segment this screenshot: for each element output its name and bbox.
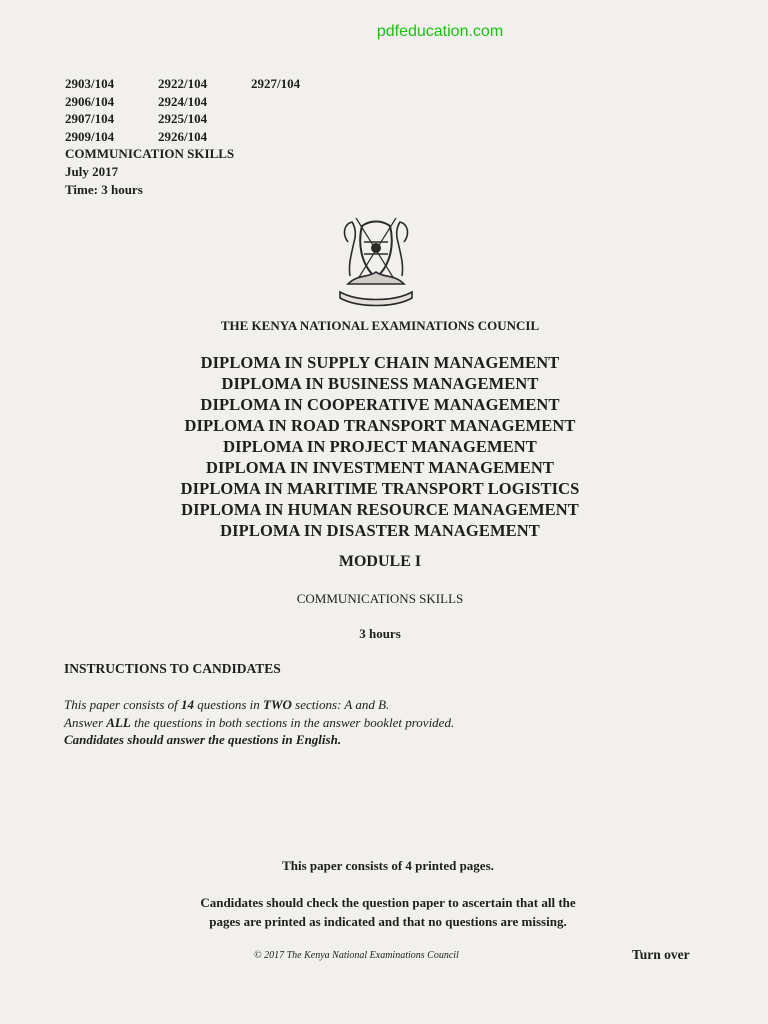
paper-code: 2927/104: [251, 76, 301, 91]
instruction-text: questions in: [194, 697, 263, 712]
paper-code: 2925/104: [158, 111, 208, 126]
instruction-line: [64, 696, 454, 714]
paper-code: 2922/104: [158, 76, 208, 91]
diploma-title: DIPLOMA IN HUMAN RESOURCE MANAGEMENT: [181, 500, 579, 519]
paper-code-row: [65, 110, 344, 128]
paper-code: 2909/104: [65, 128, 115, 144]
module-title: MODULE I: [338, 553, 422, 570]
kenya-coat-of-arms-icon: [334, 212, 418, 308]
diploma-title: DIPLOMA IN MARITIME TRANSPORT LOGISTICS: [180, 479, 580, 498]
paper-code: 2903/104: [65, 76, 115, 91]
instruction-line: [64, 714, 454, 732]
diploma-title: DIPLOMA IN SUPPLY CHAIN MANAGEMENT: [200, 353, 560, 372]
instruction-text: Answer: [64, 714, 107, 730]
subject-title: COMMUNICATIONS SKILLS: [296, 591, 464, 606]
emphasis-all: ALL: [106, 714, 131, 730]
paper-code: 2907/104: [65, 111, 115, 126]
exam-date: July 2017: [65, 164, 119, 179]
watermark: pdfeducation.com: [376, 23, 504, 40]
printed-pages-note: This paper consists of 4 printed pages.: [282, 858, 494, 873]
paper-code: 2926/104: [158, 128, 208, 144]
section-count: TWO: [263, 697, 292, 712]
copyright: © 2017 The Kenya National Examinations Council: [254, 950, 459, 961]
paper-code: 2906/104: [65, 93, 115, 109]
check-note-line: Candidates should check the question paper to ascertain that all the: [200, 895, 576, 910]
instruction-text: sections: A and B.: [291, 697, 390, 712]
diploma-title: DIPLOMA IN PROJECT MANAGEMENT: [223, 437, 537, 456]
paper-code-row: [65, 75, 344, 93]
turn-over: Turn over: [632, 947, 690, 962]
diploma-title: DIPLOMA IN INVESTMENT MANAGEMENT: [205, 458, 555, 477]
check-note: [8, 893, 768, 931]
paper-code-row: [65, 93, 344, 111]
instructions-heading: INSTRUCTIONS TO CANDIDATES: [64, 661, 281, 676]
diploma-list: [0, 352, 760, 541]
exam-subject: COMMUNICATION SKILLS: [65, 146, 235, 161]
duration: 3 hours: [359, 626, 401, 641]
check-note-line: pages are printed as indicated and that no questions are missing.: [209, 914, 567, 929]
instruction-text: the questions in both sections in the answer booklet provided.: [130, 714, 455, 730]
question-count: 14: [181, 697, 195, 712]
paper-code: 2924/104: [158, 93, 208, 109]
paper-codes: [65, 75, 344, 145]
diploma-title: DIPLOMA IN ROAD TRANSPORT MANAGEMENT: [184, 416, 576, 435]
instruction-text: This paper consists of: [64, 697, 182, 712]
exam-meta: [65, 145, 234, 199]
instruction-line: Candidates should answer the questions in English.: [64, 732, 342, 747]
diploma-title: DIPLOMA IN BUSINESS MANAGEMENT: [221, 374, 539, 393]
paper-code-row: [65, 128, 344, 146]
instructions-body: [64, 696, 454, 749]
exam-time: Time: 3 hours: [65, 182, 143, 197]
diploma-title: DIPLOMA IN COOPERATIVE MANAGEMENT: [200, 395, 560, 414]
council-name: THE KENYA NATIONAL EXAMINATIONS COUNCIL: [220, 318, 540, 333]
diploma-title: DIPLOMA IN DISASTER MANAGEMENT: [220, 521, 540, 540]
